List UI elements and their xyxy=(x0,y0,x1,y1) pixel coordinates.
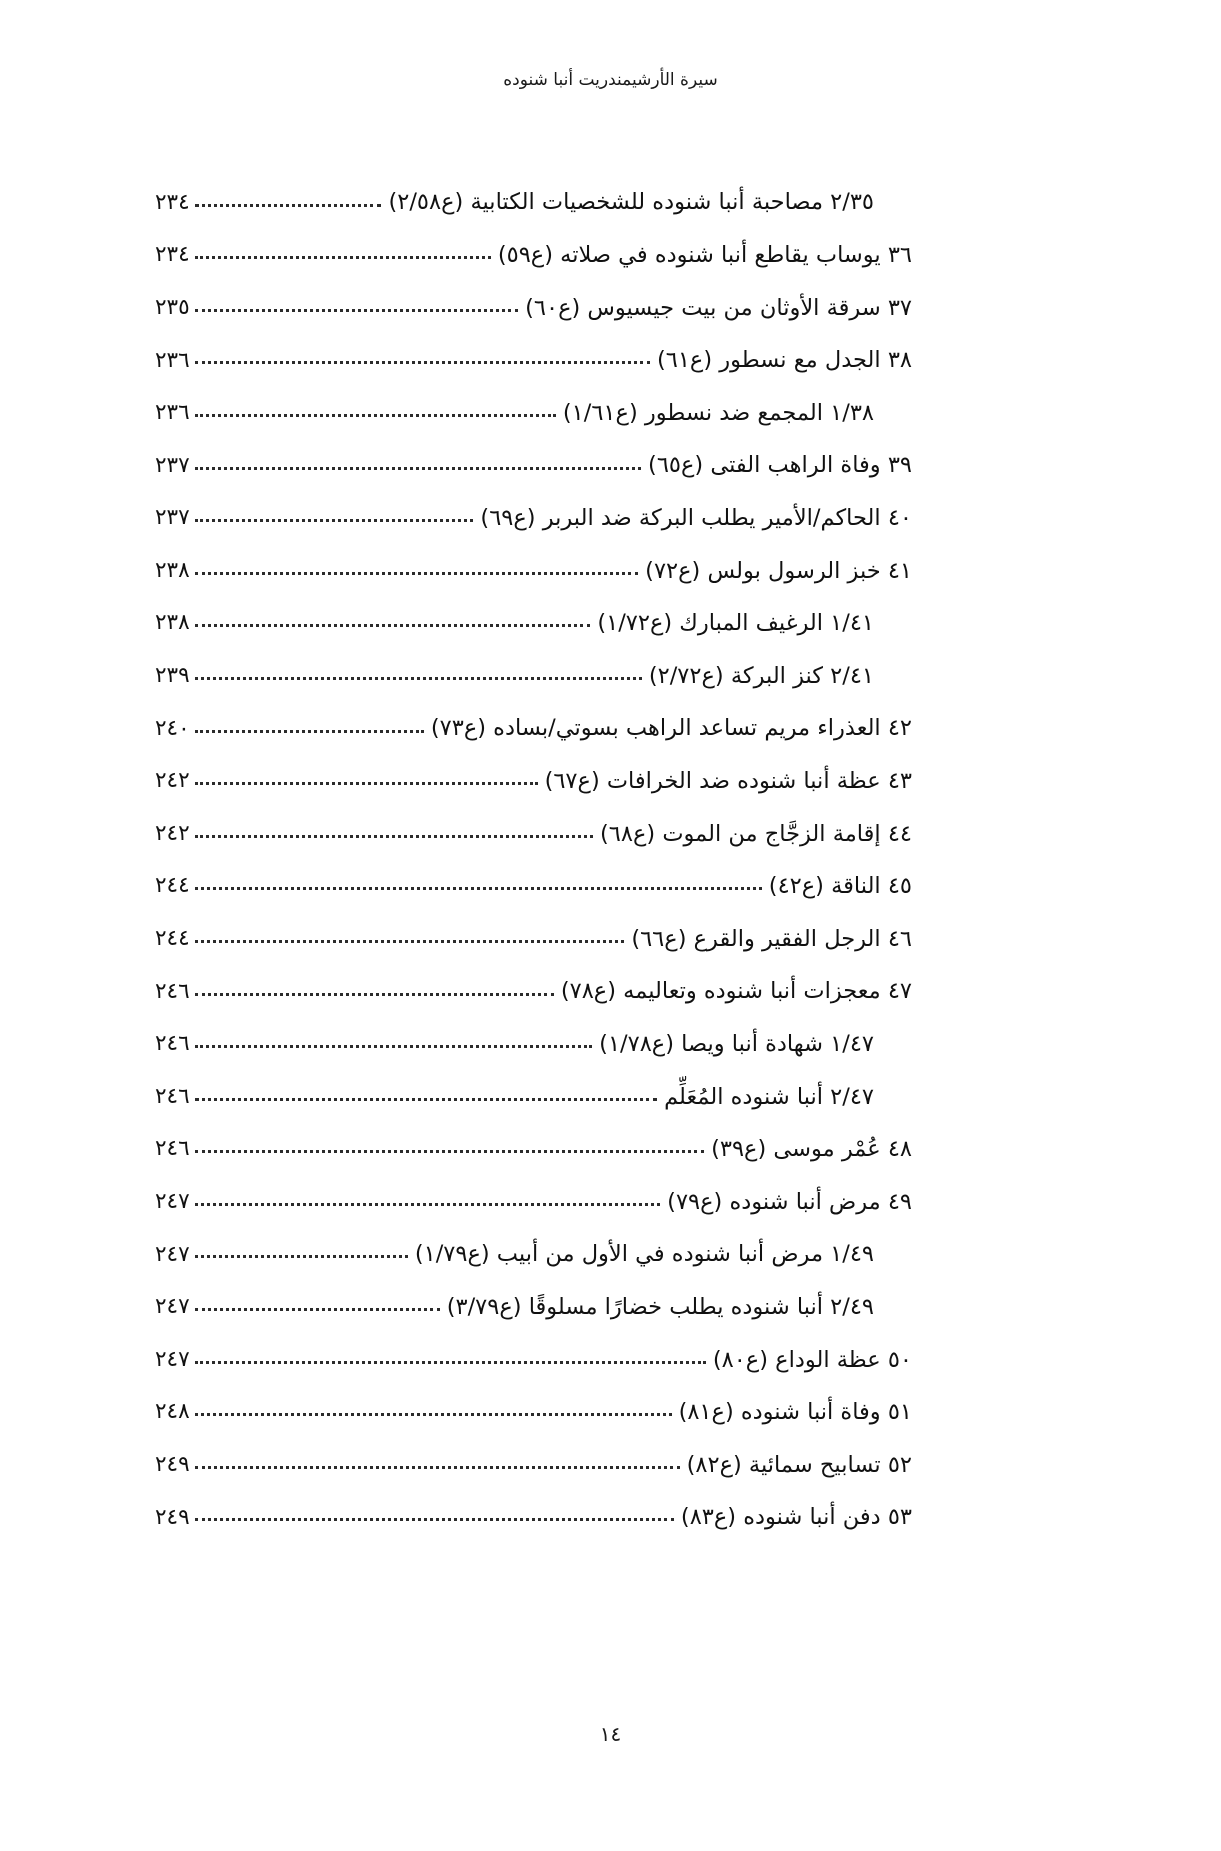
dot-leader xyxy=(195,887,762,890)
toc-page-number: ٢٣٨ xyxy=(155,557,190,583)
dot-leader xyxy=(195,940,625,943)
toc-page-number: ٢٤٤ xyxy=(155,873,190,899)
toc-list xyxy=(155,164,912,1531)
toc-page-number: ٢٤٠ xyxy=(155,715,190,741)
toc-row xyxy=(155,900,912,953)
toc-page-number: ٢٣٤ xyxy=(155,242,190,268)
toc-entry-label: ٤٨ عُمْر موسى (ع٣٩) xyxy=(711,1136,912,1163)
toc-row xyxy=(155,374,912,427)
toc-row xyxy=(155,953,912,1006)
toc-row xyxy=(155,164,912,217)
toc-row xyxy=(155,1268,912,1321)
toc-entry-label: ٥٣ دفن أنبا شنوده (ع٨٣) xyxy=(680,1504,912,1531)
toc-page-number: ٢٤٦ xyxy=(155,1136,190,1162)
dot-leader xyxy=(195,204,382,207)
toc-row xyxy=(155,480,912,533)
dot-leader xyxy=(195,730,424,733)
dot-leader xyxy=(195,1466,680,1469)
toc-page-number: ٢٤٧ xyxy=(155,1346,190,1372)
dot-leader xyxy=(195,1413,672,1416)
toc-entry-label: ٤٦ الرجل الفقير والقرع (ع٦٦) xyxy=(631,925,912,952)
toc-page-number: ٢٤٤ xyxy=(155,926,190,952)
toc-page-number: ٢٤٦ xyxy=(155,1083,190,1109)
toc-page-number: ٢٤٩ xyxy=(155,1504,190,1530)
dot-leader xyxy=(195,782,538,785)
dot-leader xyxy=(195,1255,408,1258)
toc-entry-label: ٣٧ سرقة الأوثان من بيت جيسيوس (ع٦٠) xyxy=(525,294,912,321)
toc-entry-label: ٤٤ إقامة الزجَّاج من الموت (ع٦٨) xyxy=(600,820,912,847)
toc-entry-label: ٤٩ مرض أنبا شنوده (ع٧٩) xyxy=(667,1188,912,1215)
dot-leader xyxy=(195,1098,657,1101)
toc-entry-label: ٢/٤٩ أنبا شنوده يطلب خضارًا مسلوقًا (ع٣/٧٩) xyxy=(446,1293,874,1320)
toc-entry-label: ٤١ خبز الرسول بولس (ع٧٢) xyxy=(645,557,912,584)
toc-entry-label: ٢/٤١ كنز البركة (ع٢/٧٢) xyxy=(648,662,874,689)
toc-row xyxy=(155,217,912,270)
toc-page-number: ٢٤٧ xyxy=(155,1189,190,1214)
toc-row xyxy=(155,322,912,375)
toc-entry-label: ٤٥ الناقة (ع٤٢) xyxy=(768,873,912,900)
dot-leader xyxy=(195,1203,661,1206)
footer-page-number: ١٤ xyxy=(599,1722,622,1746)
toc-page-number: ٢٣٧ xyxy=(155,452,190,478)
toc-entry-label: ٢/٣٥ مصاحبة أنبا شنوده للشخصيات الكتابية (ع٢/٥٨) xyxy=(388,189,874,216)
toc-row xyxy=(155,743,912,796)
dot-leader xyxy=(195,519,474,522)
toc-row xyxy=(155,269,912,322)
toc-row xyxy=(155,427,912,480)
toc-row xyxy=(155,1111,912,1164)
toc-entry-label: ١/٤١ الرغيف المبارك (ع١/٧٢) xyxy=(597,610,874,637)
toc-entry-label: ٥٢ تسابيح سمائية (ع٨٢) xyxy=(686,1451,912,1478)
toc-entry-label: ٢/٤٧ أنبا شنوده المُعَلِّم xyxy=(664,1083,874,1110)
dot-leader xyxy=(195,467,641,470)
toc-page-number: ٢٤٦ xyxy=(155,978,190,1004)
toc-entry-label: ١/٤٧ شهادة أنبا ويصا (ع١/٧٨) xyxy=(599,1030,874,1057)
dot-leader xyxy=(195,414,556,417)
toc-page-number: ٢٣٦ xyxy=(155,347,190,373)
dot-leader xyxy=(195,677,642,680)
toc-row xyxy=(155,848,912,901)
toc-entry-label: ٣٦ يوساب يقاطع أنبا شنوده في صلاته (ع٥٩) xyxy=(497,242,912,269)
toc-row xyxy=(155,1374,912,1427)
toc-entry-label: ٥٠ عظة الوداع (ع٨٠) xyxy=(712,1346,912,1373)
toc-row xyxy=(155,585,912,638)
toc-page-number: ٢٣٥ xyxy=(155,294,190,320)
toc-page-number: ٢٤٦ xyxy=(155,1031,190,1057)
dot-leader xyxy=(195,256,491,259)
toc-row xyxy=(155,1479,912,1532)
dot-leader xyxy=(195,1361,706,1364)
toc-entry-label: ٤٧ معجزات أنبا شنوده وتعاليمه (ع٧٨) xyxy=(560,978,912,1005)
toc-entry-label: ٤٠ الحاكم/الأمير يطلب البركة ضد البربر (ع٦٩) xyxy=(480,505,912,532)
toc-row xyxy=(155,1163,912,1216)
toc-page-number: ٢٤٢ xyxy=(155,820,190,846)
dot-leader xyxy=(195,835,593,838)
toc-entry-label: ٣٩ وفاة الراهب الفتى (ع٦٥) xyxy=(648,452,912,479)
dot-leader xyxy=(195,1150,704,1153)
toc-entry-label: ١/٣٨ المجمع ضد نسطور (ع١/٦١) xyxy=(562,399,874,426)
toc-row xyxy=(155,1216,912,1269)
dot-leader xyxy=(195,1308,440,1311)
toc-page-number: ٢٤٢ xyxy=(155,768,190,794)
toc-page-number: ٢٤٧ xyxy=(155,1294,190,1320)
toc-page-number: ٢٤٩ xyxy=(155,1451,190,1477)
toc-row xyxy=(155,795,912,848)
dot-leader xyxy=(195,1518,674,1521)
dot-leader xyxy=(195,624,591,627)
toc-page-number: ٢٣٦ xyxy=(155,400,190,426)
dot-leader xyxy=(195,572,639,575)
toc-row xyxy=(155,1426,912,1479)
dot-leader xyxy=(195,361,650,364)
dot-leader xyxy=(195,1045,593,1048)
toc-entry-label: ٤٢ العذراء مريم تساعد الراهب بسوتي/بساده (ع٧٣) xyxy=(430,715,912,742)
toc-entry-label: ٥١ وفاة أنبا شنوده (ع٨١) xyxy=(678,1399,912,1426)
toc-row xyxy=(155,1321,912,1374)
dot-leader xyxy=(195,993,554,996)
toc-entry-label: ١/٤٩ مرض أنبا شنوده في الأول من أبيب (ع١/٧٩) xyxy=(414,1241,874,1268)
toc-row xyxy=(155,1006,912,1059)
toc-page-number: ٢٤٧ xyxy=(155,1241,190,1267)
toc-page-number: ٢٣٨ xyxy=(155,610,190,636)
toc-row xyxy=(155,637,912,690)
toc-page-number: ٢٣٧ xyxy=(155,505,190,531)
toc-row xyxy=(155,532,912,585)
toc-row xyxy=(155,690,912,743)
toc-entry-label: ٤٣ عظة أنبا شنوده ضد الخرافات (ع٦٧) xyxy=(544,768,912,794)
toc-page-number: ٢٣٩ xyxy=(155,663,190,689)
toc-page-number: ٢٤٨ xyxy=(155,1399,190,1425)
toc-page-number: ٢٣٤ xyxy=(155,189,190,215)
dot-leader xyxy=(195,309,518,312)
toc-entry-label: ٣٨ الجدل مع نسطور (ع٦١) xyxy=(656,347,912,374)
page-header-title: سيرة الأرشيمندريت أنبا شنوده xyxy=(503,70,718,90)
toc-row xyxy=(155,1058,912,1111)
